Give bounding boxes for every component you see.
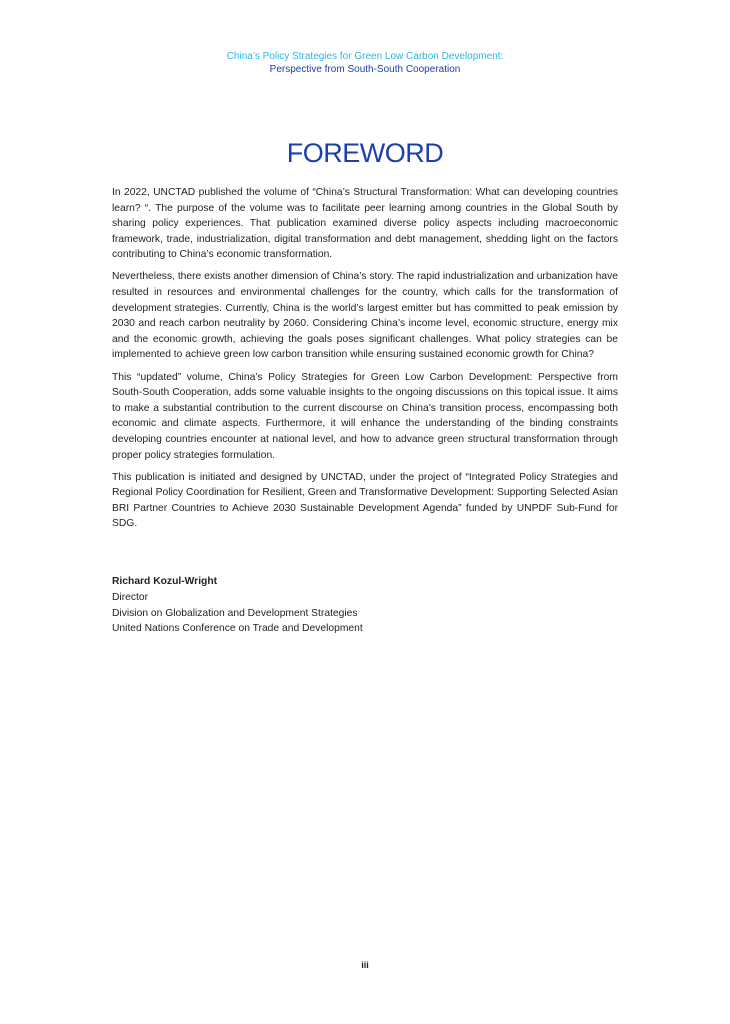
page-title: FOREWORD [286, 138, 444, 168]
signatory-organization: United Nations Conference on Trade and Development [112, 623, 363, 635]
paragraph-1: In 2022, UNCTAD published the volume of “China’s Structural Transformation: What can developing countries learn? “. The purpose of the volume was to facilitate peer learning among countries in the Global South by sharing policy experiences. That publication examined diverse policy aspects including macroeconomic framework, trade, industrialization, digital transformation and debt management, shedding light on the factors contributing to China’s economic transformation. [112, 187, 618, 261]
paragraph-2: Nevertheless, there exists another dimension of China’s story. The rapid industrialization and urbanization have resulted in resources and environmental challenges for the country, which calls for the transformation of development strategies. Currently, China is the world’s largest emitter but has committed to peak emission by 2030 and reach carbon neutrality by 2060. Considering China’s income level, economic structure, energy mix and the economic growth, achieving the goals poses significant challenges. What policy strategies can be implemented to achieve green low carbon transition while ensuring sustained economic growth for China? [112, 271, 618, 361]
running-header [0, 50, 730, 76]
signatory-name: Richard Kozul-Wright [112, 576, 218, 587]
signature-block [112, 574, 618, 637]
paragraph-3: This “updated” volume, China’s Policy Strategies for Green Low Carbon Development: Perspective from South-South Cooperation, adds some valuable insights to the ongoing discussions on this topical issue. It aims to make a substantial contribution to the current discourse on China’s transition process, encompassing both economic and climate aspects. Furthermore, it will enhance the understanding of the binding constraints developing countries encounter at national level, and how to advance green structural transformation through proper policy strategies formulation. [112, 371, 618, 461]
running-header-line1: China’s Policy Strategies for Green Low Carbon Development: [226, 51, 504, 62]
signatory-role: Director [112, 591, 149, 603]
paragraph-4: This publication is initiated and designed by UNCTAD, under the project of “Integrated Policy Strategies and Regional Policy Coordination for Resilient, Green and Transformative Development: Supporting Selected Asian BRI Partner Countries to Achieve 2030 Sustainable Development Agenda” funded by UNPDF Sub-Fund for SDG. [112, 471, 618, 530]
signatory-division: Division on Globalization and Development Strategies [112, 607, 358, 619]
foreword-body [112, 185, 618, 538]
running-header-line2: Perspective from South-South Cooperation [269, 64, 461, 75]
page-number: iii [361, 960, 369, 970]
